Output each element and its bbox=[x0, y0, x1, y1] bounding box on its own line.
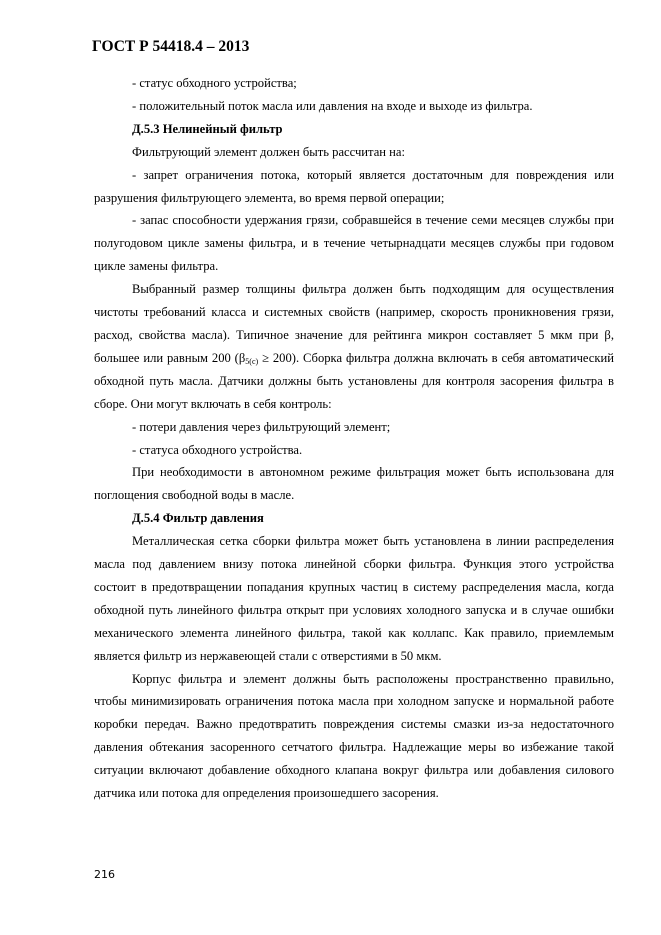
paragraph: - положительный поток масла или давления на входе и выходе из фильтра. bbox=[132, 98, 533, 113]
document-body bbox=[94, 72, 614, 805]
paragraph: Фильтрующий элемент должен быть рассчитан на: bbox=[132, 144, 406, 159]
paragraph: - потери давления через фильтрующий элемент; bbox=[132, 419, 391, 434]
paragraph-text: ≥ 200). Сборка фильтра должна включать в себя автоматический обходной путь масла. Датчики должны быть установлены для контроля засорения фильтра в сборе. Они могут включать в себя контроль: bbox=[94, 350, 614, 411]
paragraph-beta bbox=[94, 278, 614, 415]
document-header: ГОСТ Р 54418.4 – 2013 bbox=[92, 38, 250, 55]
paragraph: Металлическая сетка сборки фильтра может быть установлена в линии распределения масла под давлением внизу потока линейной сборки фильтра. Функция этого устройства состоит в предотвращении попадания крупных частиц в систему распределения масла, когда обходной путь линейного фильтра открыт при условиях холодного запуска и в случае ошибки механического элемента линейного фильтра, такой как коллапс. Как правило, приемлемым является фильтр из нержавеющей стали с отверстиями в 50 мкм. bbox=[94, 534, 614, 663]
paragraph-text: Выбранный размер толщины фильтра должен быть подходящим для осуществления чистоты требований класса и системных свойств (например, скорость проникновения грязи, расход, свойства масла). Типичное значение для рейтинга микрон составляет 5 мкм при β, большее или равным 200 (β bbox=[94, 282, 614, 365]
paragraph: - запрет ограничения потока, который является достаточным для повреждения или разрушения фильтрующего элемента, во время первой операции; bbox=[94, 167, 614, 205]
subscript: 5(c) bbox=[245, 356, 259, 366]
section-heading: Д.5.3 Нелинейный фильтр bbox=[132, 121, 283, 136]
paragraph: - статуса обходного устройства. bbox=[132, 442, 303, 457]
section-heading: Д.5.4 Фильтр давления bbox=[132, 511, 264, 526]
paragraph: - запас способности удержания грязи, собравшейся в течение семи месяцев службы при полугодовом цикле замены фильтра, и в течение четырнадцати месяцев службы при годовом цикле замены фильтра. bbox=[94, 213, 614, 274]
page-number: 216 bbox=[94, 868, 115, 881]
paragraph: Корпус фильтра и элемент должны быть расположены пространственно правильно, чтобы минимизировать ограничения потока масла при холодном запуске и нормальной работе коробки передач. Важно предотвратить повреждения системы смазки из-за недостаточного давления обтекания засоренного сетчатого фильтра. Надлежащие меры во избежание такой ситуации включают добавление обходного клапана вокруг фильтра или добавления силового датчика или потока для определения произошедшего засорения. bbox=[94, 671, 614, 801]
paragraph: - статус обходного устройства; bbox=[132, 76, 297, 90]
paragraph: При необходимости в автономном режиме фильтрация может быть использована для поглощения свободной воды в масле. bbox=[94, 465, 614, 503]
